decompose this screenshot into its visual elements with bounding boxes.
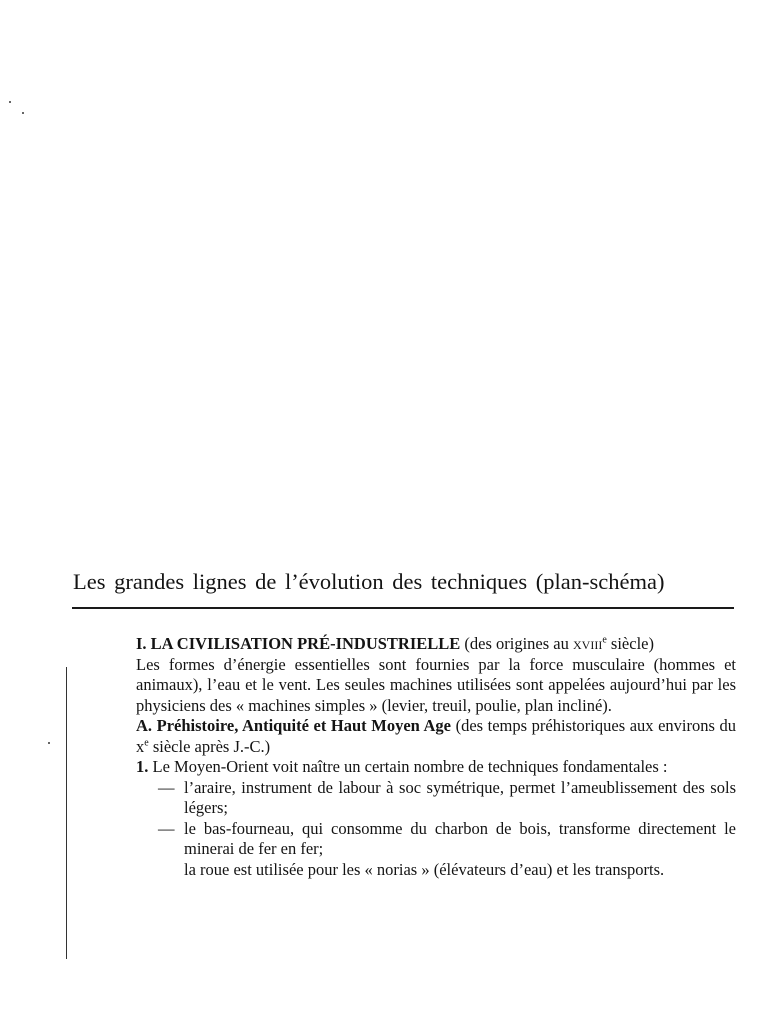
list-item-text: l’araire, instrument de labour à soc symétrique, permet l’ameublissement des sols légers; — [184, 777, 736, 817]
subsection-century: x — [136, 736, 145, 756]
scan-speck — [22, 112, 24, 114]
page-title: Les grandes lignes de l’évolution des techniques (plan-schéma) — [73, 569, 665, 594]
margin-rule — [66, 667, 67, 959]
section-number: I. — [136, 634, 147, 653]
list-item-text: le bas-fourneau, qui consomme du charbon de bois, transforme directement le minerai de fer en fer; — [184, 818, 736, 858]
section-paragraph: Les formes d’énergie essentielles sont fournies par la force musculaire (hommes et animaux), l’eau et le vent. Les seules machines utilisées sont appelées aujourd’hui par les physiciens des « machines simples » (levier, treuil, poulie, plan incliné). — [136, 654, 736, 715]
section-century-sup: e — [602, 634, 607, 646]
list-item — [136, 819, 736, 860]
section-subtitle-prefix: (des origines au — [464, 634, 569, 653]
section-title: LA CIVILISATION PRÉ-INDUSTRIELLE — [150, 634, 461, 653]
subsection-title: A. Préhistoire, Antiquité et Haut Moyen Age — [136, 716, 451, 735]
list-continuation: la roue est utilisée pour les « norias » (élévateurs d’eau) et les transports. — [184, 859, 665, 879]
section-century: xviii — [573, 634, 603, 653]
scan-speck — [48, 742, 50, 744]
document-body — [136, 634, 736, 880]
subsection-text-prefix: (des temps préhistoriques aux environs du — [455, 716, 737, 735]
point-number: 1. — [136, 757, 149, 776]
scan-speck — [9, 101, 11, 103]
point-text: Le Moyen-Orient voit naître un certain nombre de techniques fondamentales : — [152, 757, 668, 776]
subsection-text-suffix: siècle après J.-C.) — [152, 736, 271, 756]
subsection-century-sup: e — [144, 737, 149, 748]
numbered-point — [136, 757, 736, 778]
list-dash: — — [158, 818, 175, 838]
section-heading — [136, 634, 736, 655]
section-subtitle-suffix: siècle) — [610, 634, 654, 653]
list-item — [136, 778, 736, 819]
subsection-heading — [136, 716, 736, 757]
title-divider — [72, 607, 734, 609]
list-dash: — — [158, 777, 175, 797]
